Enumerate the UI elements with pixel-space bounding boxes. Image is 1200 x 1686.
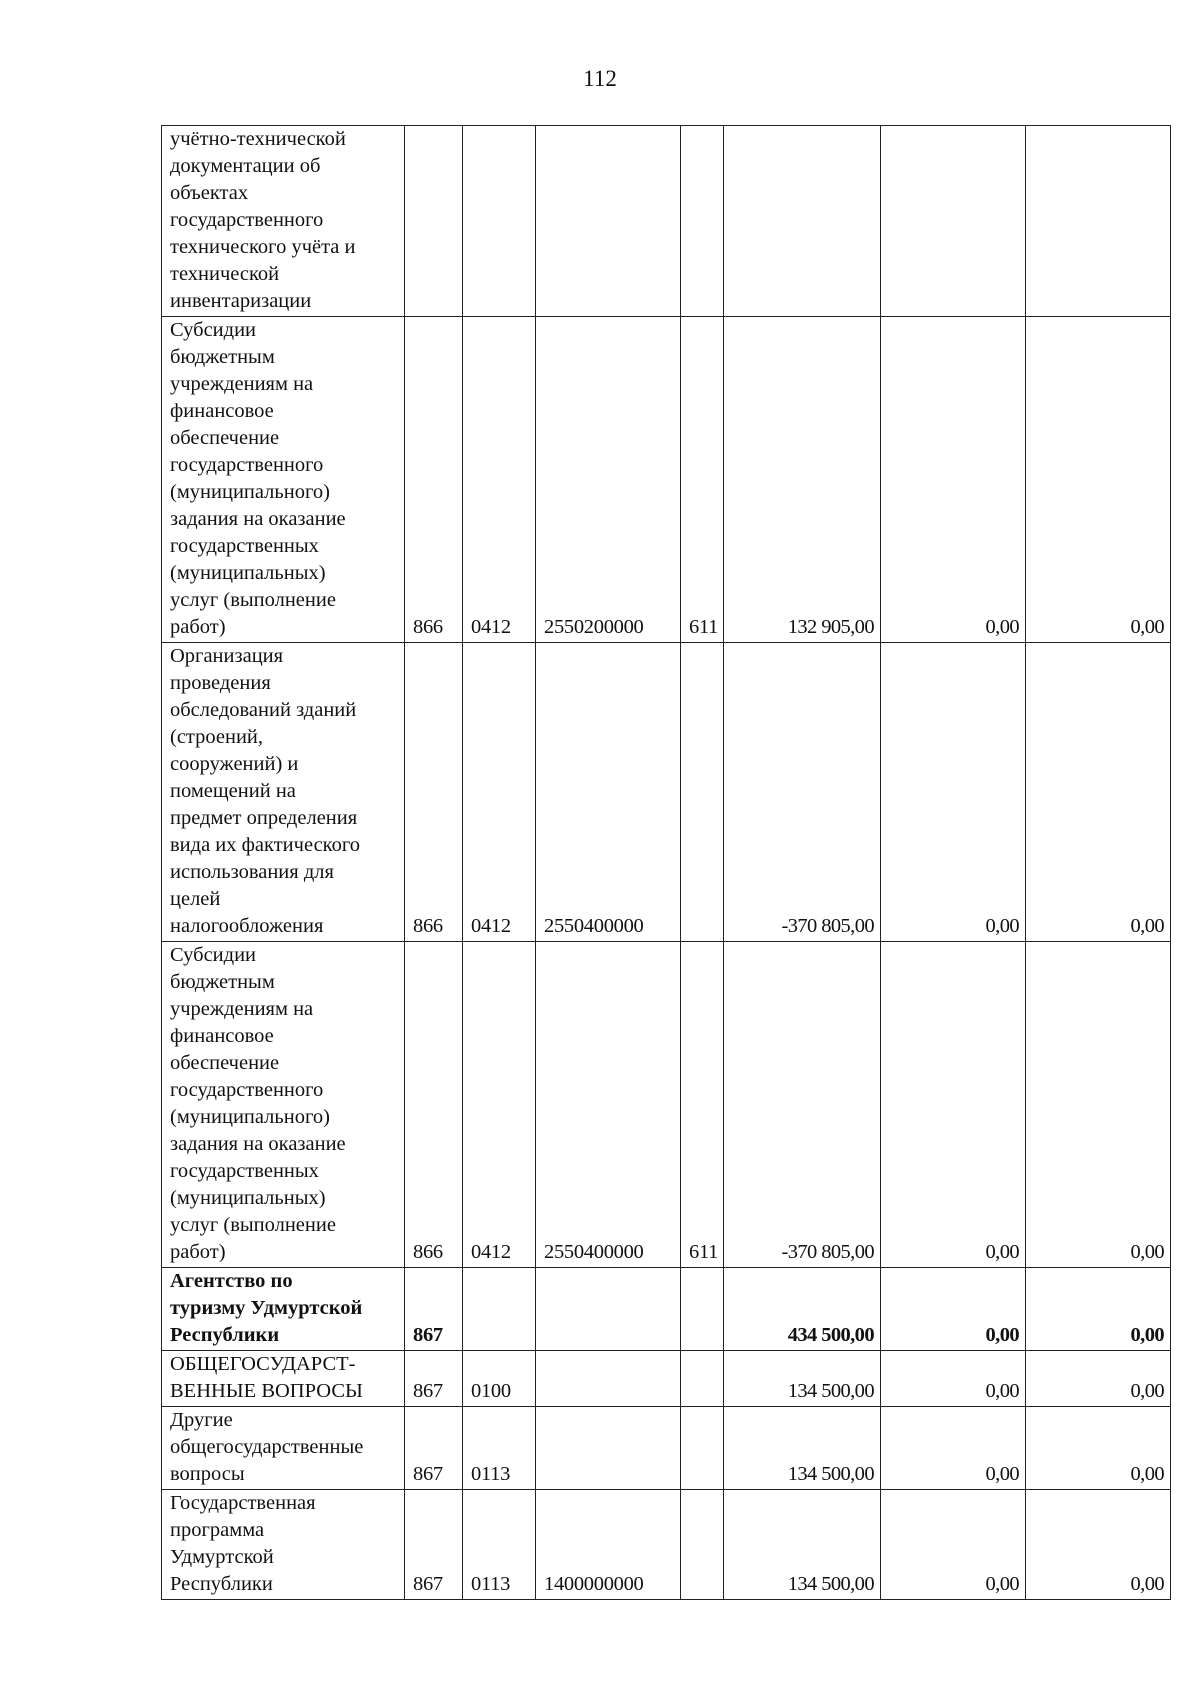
- amount-3-cell: 0,00: [1026, 1407, 1171, 1490]
- row-name-line: вопросы: [170, 1463, 245, 1485]
- expense-type-cell: [681, 1351, 724, 1407]
- amount-1-cell: 132 905,00: [724, 317, 881, 643]
- row-name-line: документации об: [170, 155, 321, 177]
- row-name-line: услуг (выполнение: [170, 589, 336, 611]
- row-name-line: туризму Удмуртской: [170, 1297, 363, 1319]
- row-name-line: объектах: [170, 182, 249, 204]
- amount-3-cell: 0,00: [1026, 317, 1171, 643]
- row-name-line: технической: [170, 263, 280, 285]
- expense-type-cell: [681, 643, 724, 942]
- row-name-line: государственных: [170, 1160, 319, 1182]
- row-name-line: Агентство по: [170, 1270, 293, 1292]
- section-cell: 0412: [463, 942, 536, 1268]
- ministry-cell: 867: [405, 1490, 463, 1600]
- section-cell: 0412: [463, 317, 536, 643]
- ministry-cell: 867: [405, 1268, 463, 1351]
- amount-2-cell: [881, 126, 1026, 317]
- section-cell: [463, 126, 536, 317]
- amount-2-cell: 0,00: [881, 317, 1026, 643]
- row-name-line: учреждениям на: [170, 373, 314, 395]
- row-name-cell: [162, 942, 405, 1268]
- row-name-line: финансовое: [170, 400, 274, 422]
- ministry-cell: 866: [405, 942, 463, 1268]
- target-cell: 2550400000: [536, 643, 681, 942]
- row-name-line: обследований зданий: [170, 699, 357, 721]
- row-name-line: программа: [170, 1519, 265, 1541]
- expense-type-cell: [681, 1490, 724, 1600]
- amount-1-cell: 134 500,00: [724, 1351, 881, 1407]
- table-row: [162, 1407, 1171, 1490]
- table-row: [162, 643, 1171, 942]
- target-cell: 1400000000: [536, 1490, 681, 1600]
- row-name-cell: [162, 317, 405, 643]
- row-name-line: работ): [170, 616, 226, 638]
- budget-table: [161, 125, 1171, 1600]
- table-row: [162, 1490, 1171, 1600]
- amount-2-cell: 0,00: [881, 1268, 1026, 1351]
- row-name-line: обеспечение: [170, 427, 280, 449]
- row-name-line: налогообложения: [170, 915, 324, 937]
- amount-3-cell: 0,00: [1026, 1490, 1171, 1600]
- row-name-line: Государственная: [170, 1492, 316, 1514]
- row-name-line: государственных: [170, 535, 319, 557]
- row-name-line: проведения: [170, 672, 271, 694]
- row-name-line: сооружений) и: [170, 753, 299, 775]
- table-row: [162, 1351, 1171, 1407]
- section-cell: [463, 1268, 536, 1351]
- table-row: [162, 942, 1171, 1268]
- target-cell: [536, 126, 681, 317]
- row-name-line: ВЕННЫЕ ВОПРОСЫ: [170, 1380, 363, 1402]
- target-cell: [536, 1268, 681, 1351]
- row-name-cell: [162, 126, 405, 317]
- row-name-line: Удмуртской: [170, 1546, 274, 1568]
- row-name-line: задания на оказание: [170, 508, 346, 530]
- row-name-cell: [162, 1268, 405, 1351]
- amount-1-cell: 434 500,00: [724, 1268, 881, 1351]
- section-cell: 0412: [463, 643, 536, 942]
- row-name-line: помещений на: [170, 780, 296, 802]
- expense-type-cell: [681, 126, 724, 317]
- row-name-line: учётно-технической: [170, 128, 346, 150]
- section-cell: 0113: [463, 1407, 536, 1490]
- row-name-line: технического учёта и: [170, 236, 356, 258]
- row-name-cell: [162, 1490, 405, 1600]
- row-name-line: задания на оказание: [170, 1133, 346, 1155]
- row-name-line: услуг (выполнение: [170, 1214, 336, 1236]
- amount-1-cell: -370 805,00: [724, 643, 881, 942]
- row-name-line: (строений,: [170, 726, 264, 748]
- row-name-line: вида их фактического: [170, 834, 360, 856]
- target-cell: 2550200000: [536, 317, 681, 643]
- amount-3-cell: 0,00: [1026, 643, 1171, 942]
- row-name-line: обеспечение: [170, 1052, 280, 1074]
- amount-3-cell: 0,00: [1026, 942, 1171, 1268]
- ministry-cell: 867: [405, 1407, 463, 1490]
- row-name-line: использования для: [170, 861, 334, 883]
- row-name-line: (муниципальных): [170, 562, 326, 584]
- amount-3-cell: 0,00: [1026, 1351, 1171, 1407]
- row-name-line: Республики: [170, 1324, 280, 1346]
- row-name-line: Субсидии: [170, 319, 257, 341]
- amount-2-cell: 0,00: [881, 1351, 1026, 1407]
- amount-1-cell: 134 500,00: [724, 1490, 881, 1600]
- target-cell: 2550400000: [536, 942, 681, 1268]
- row-name-line: Организация: [170, 645, 284, 667]
- row-name-line: Республики: [170, 1573, 273, 1595]
- target-cell: [536, 1407, 681, 1490]
- amount-2-cell: 0,00: [881, 1407, 1026, 1490]
- ministry-cell: [405, 126, 463, 317]
- row-name-cell: [162, 643, 405, 942]
- amount-1-cell: -370 805,00: [724, 942, 881, 1268]
- row-name-line: учреждениям на: [170, 998, 314, 1020]
- row-name-line: государственного: [170, 454, 324, 476]
- amount-1-cell: [724, 126, 881, 317]
- amount-2-cell: 0,00: [881, 1490, 1026, 1600]
- table-row: [162, 1268, 1171, 1351]
- ministry-cell: 867: [405, 1351, 463, 1407]
- row-name-cell: [162, 1407, 405, 1490]
- amount-3-cell: 0,00: [1026, 1268, 1171, 1351]
- table-row: [162, 126, 1171, 317]
- row-name-line: бюджетным: [170, 971, 275, 993]
- page-number: 112: [583, 66, 617, 91]
- row-name-line: (муниципальных): [170, 1187, 326, 1209]
- amount-1-cell: 134 500,00: [724, 1407, 881, 1490]
- expense-type-cell: 611: [681, 942, 724, 1268]
- amount-3-cell: [1026, 126, 1171, 317]
- amount-2-cell: 0,00: [881, 942, 1026, 1268]
- row-name-line: (муниципального): [170, 481, 330, 503]
- section-cell: 0100: [463, 1351, 536, 1407]
- row-name-line: инвентаризации: [170, 290, 312, 312]
- row-name-line: общегосударственные: [170, 1436, 364, 1458]
- section-cell: 0113: [463, 1490, 536, 1600]
- row-name-line: бюджетным: [170, 346, 275, 368]
- row-name-line: целей: [170, 888, 221, 910]
- ministry-cell: 866: [405, 317, 463, 643]
- amount-2-cell: 0,00: [881, 643, 1026, 942]
- row-name-line: ОБЩЕГОСУДАРСТ-: [170, 1353, 356, 1375]
- row-name-line: работ): [170, 1241, 226, 1263]
- ministry-cell: 866: [405, 643, 463, 942]
- target-cell: [536, 1351, 681, 1407]
- expense-type-cell: [681, 1407, 724, 1490]
- row-name-line: Другие: [170, 1409, 233, 1431]
- expense-type-cell: [681, 1268, 724, 1351]
- row-name-line: государственного: [170, 209, 324, 231]
- row-name-line: предмет определения: [170, 807, 358, 829]
- expense-type-cell: 611: [681, 317, 724, 643]
- row-name-cell: [162, 1351, 405, 1407]
- row-name-line: Субсидии: [170, 944, 257, 966]
- row-name-line: (муниципального): [170, 1106, 330, 1128]
- table-row: [162, 317, 1171, 643]
- row-name-line: финансовое: [170, 1025, 274, 1047]
- row-name-line: государственного: [170, 1079, 324, 1101]
